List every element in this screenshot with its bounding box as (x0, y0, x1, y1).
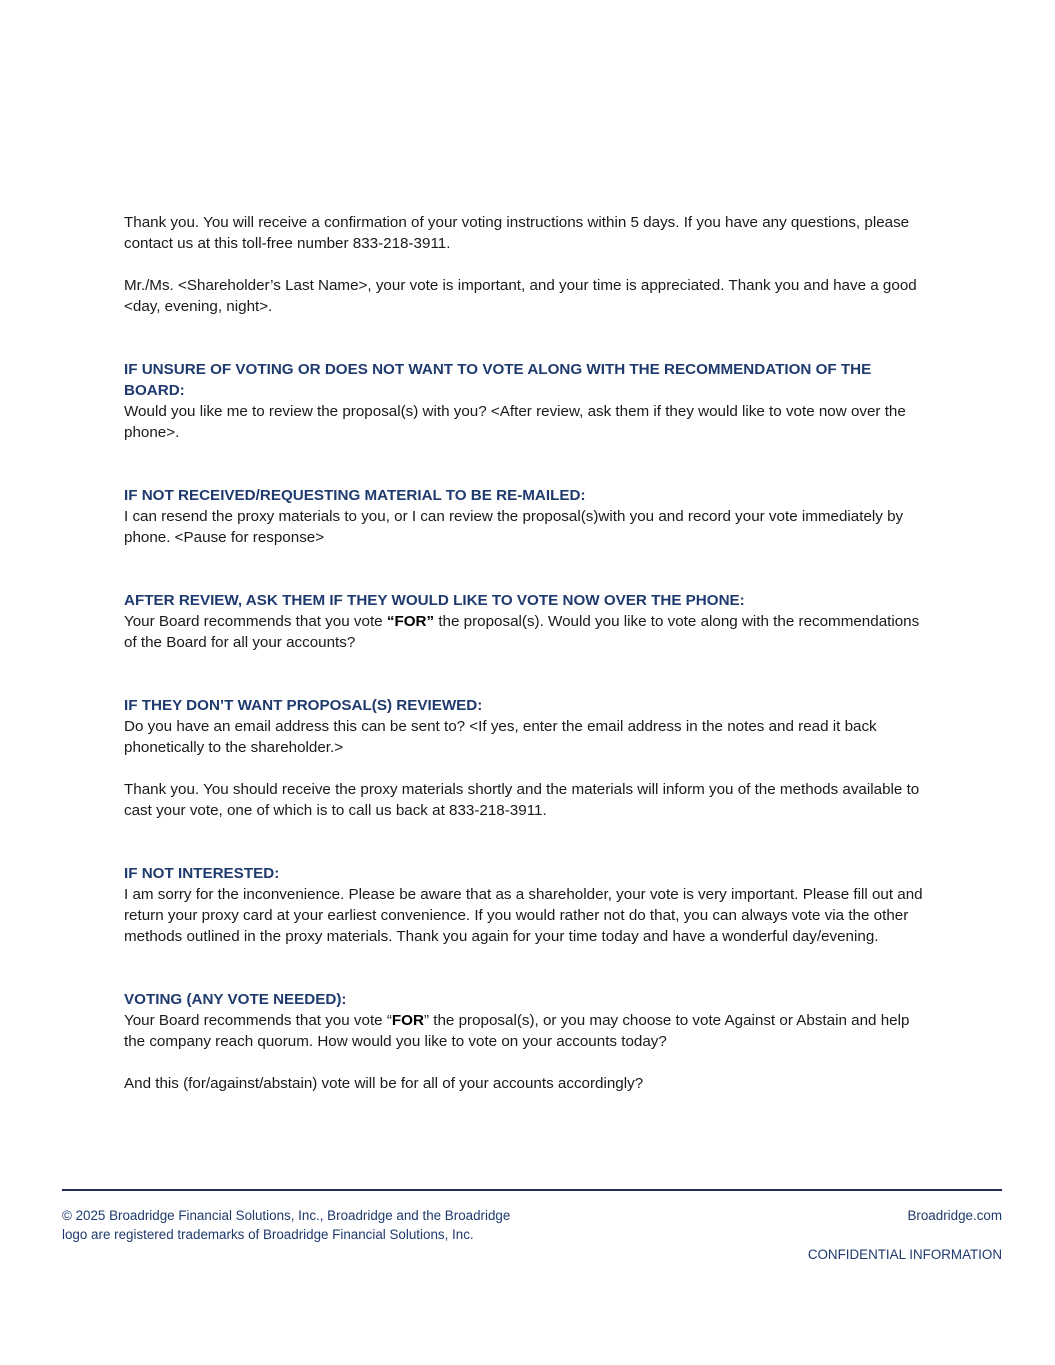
text-part: Your Board recommends that you vote (124, 613, 387, 630)
text-part: the proposal(s). Would you like to vote along with the recommendations of the Board for all your accounts? (124, 613, 920, 651)
footer-right (808, 1206, 1002, 1265)
footer-divider (62, 1189, 1002, 1191)
section-voting (124, 989, 934, 1094)
text-part: ” the proposal(s), or you may choose to vote Against or Abstain and help the company reach quorum. How would you like to vote on your accounts today? (124, 1012, 910, 1050)
section-heading: IF NOT INTERESTED: (124, 865, 280, 882)
closing-paragraph: Thank you. You will receive a confirmation of your voting instructions within 5 days. If you have any questions, please contact us at this toll-free number 833-218-3911. (124, 214, 910, 252)
script-body (124, 212, 934, 1115)
footer-confidential: CONFIDENTIAL INFORMATION (807, 1247, 1002, 1263)
section-heading: VOTING (ANY VOTE NEEDED): (124, 991, 347, 1008)
section-heading: IF NOT RECEIVED/REQUESTING MATERIAL TO BE RE-MAILED: (124, 487, 586, 504)
section-no-review (124, 695, 934, 821)
text-part: Your Board recommends that you vote “ (124, 1012, 392, 1029)
footer-copyright: © 2025 Broadridge Financial Solutions, Inc., Broadridge and the Broadridge logo are registered trademarks of Broadridge Financial Solutions, Inc. (62, 1208, 511, 1243)
thank-you-paragraph: Mr./Ms. <Shareholder’s Last Name>, your vote is important, and your time is appreciated. Thank you and have a good <day, evening, night>. (124, 277, 917, 315)
section-after-review (124, 590, 934, 653)
section-text: Do you have an email address this can be sent to? <If yes, enter the email address in the notes and read it back phonetically to the shareholder.> (124, 718, 877, 756)
for-emphasis: FOR (391, 1012, 424, 1029)
footer-site-link[interactable]: Broadridge.com (907, 1208, 1002, 1223)
section-unsure (124, 359, 934, 443)
section-text (124, 611, 934, 653)
section-text: I am sorry for the inconvenience. Please be aware that as a shareholder, your vote is very important. Please fill out and return your proxy card at your earliest convenience. If you would rather not do that, you can always vote via the other methods outlined in the proxy materials. Thank you again for your time today and have a wonderful day/evening. (124, 886, 923, 945)
section-heading: AFTER REVIEW, ASK THEM IF THEY WOULD LIKE TO VOTE NOW OVER THE PHONE: (124, 592, 745, 609)
section-heading: IF UNSURE OF VOTING OR DOES NOT WANT TO VOTE ALONG WITH THE RECOMMENDATION OF THE BOARD: (124, 361, 872, 399)
section-text: I can resend the proxy materials to you, or I can review the proposal(s)with you and record your vote immediately by phone. <Pause for response> (124, 508, 904, 546)
for-emphasis: “FOR” (386, 613, 435, 630)
section-heading: IF THEY DON’T WANT PROPOSAL(S) REVIEWED: (124, 697, 483, 714)
section-text: And this (for/against/abstain) vote will be for all of your accounts accordingly? (124, 1075, 644, 1092)
section-text (124, 1010, 934, 1052)
section-not-interested (124, 863, 934, 947)
section-text: Would you like me to review the proposal(s) with you? <After review, ask them if they would like to vote now over the phone>. (124, 403, 906, 441)
section-not-received (124, 485, 934, 548)
section-text: Thank you. You should receive the proxy materials shortly and the materials will inform you of the methods available to cast your vote, one of which is to call us back at 833-218-3911. (124, 781, 920, 819)
